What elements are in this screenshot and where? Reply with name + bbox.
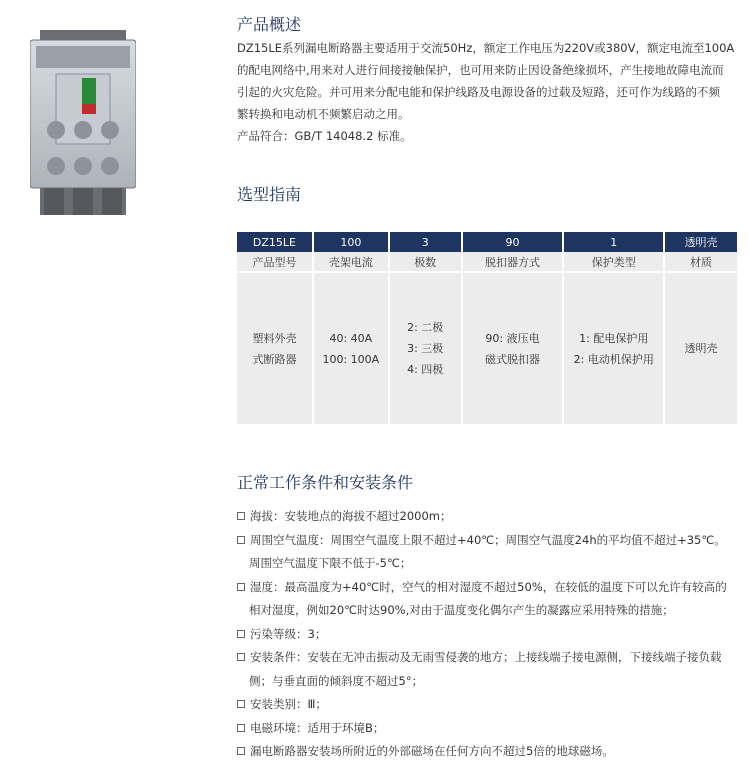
checkbox-bullet-icon <box>237 583 245 591</box>
item-text: 安装类别：Ⅲ； <box>250 697 327 711</box>
label-cell: 保护类型 <box>563 252 664 272</box>
body-cell-frame <box>313 272 389 424</box>
overview-line: 的配电网络中,用来对人进行间接接触保护，也可用来防止因设备绝缘损坏，产生接地故障电流而 <box>237 63 724 77</box>
header-cell-protection: 1 <box>563 232 664 252</box>
header-cell-frame: 100 <box>313 232 389 252</box>
cell-line: 3: 三极 <box>407 342 444 355</box>
label-cell: 壳架电流 <box>313 252 389 272</box>
cell-line: 式断路器 <box>252 352 297 366</box>
list-item-continuation: 相对湿度，例如20℃时达90%,对由于温度变化偶尔产生的凝露应采用特殊的措施； <box>249 603 674 617</box>
item-text: 安装条件：安装在无冲击振动及无雨雪侵袭的地方；上接线端子接电源侧，下接线端子接负载 <box>250 650 722 664</box>
guide-title: 选型指南 <box>237 185 302 204</box>
header-cell-material: 透明壳 <box>664 232 738 252</box>
body-cell-protection <box>563 272 664 424</box>
checkbox-bullet-icon <box>237 724 245 732</box>
list-item <box>237 529 747 553</box>
list-item <box>237 740 747 764</box>
list-item <box>237 623 747 647</box>
item-text: 电磁环境：适用于环境B； <box>250 720 385 735</box>
checkbox-bullet-icon <box>237 630 245 638</box>
item-text: 污染等级：3； <box>250 626 327 641</box>
list-item <box>237 693 747 717</box>
list-item-continuation: 侧；与垂直面的倾斜度不超过5°； <box>249 673 424 688</box>
overview-standard: 产品符合：GB/T 14048.2 标准。 <box>237 129 412 143</box>
item-text: 漏电断路器安装场所附近的外部磁场在任何方向不超过5倍的地球磁场。 <box>250 744 614 758</box>
table-body-row <box>237 272 738 424</box>
cell-line: 90: 液压电 <box>485 331 540 345</box>
cell-line: 4: 四极 <box>407 363 444 376</box>
overview-text <box>237 37 742 147</box>
header-cell-trip: 90 <box>462 232 564 252</box>
list-item <box>237 717 747 741</box>
selection-table <box>237 232 739 424</box>
checkbox-bullet-icon <box>237 512 245 520</box>
overview-line: 繁转换和电动机不频繁启动之用。 <box>237 107 410 121</box>
cell-line: 2: 二极 <box>407 321 444 334</box>
list-item <box>237 646 747 670</box>
conditions-title: 正常工作条件和安装条件 <box>237 473 414 492</box>
list-item <box>237 576 747 600</box>
checkbox-bullet-icon <box>237 747 245 755</box>
list-item <box>237 505 747 529</box>
label-cell: 材质 <box>664 252 738 272</box>
checkbox-bullet-icon <box>237 653 245 661</box>
conditions-list <box>237 505 747 764</box>
item-text: 周围空气温度：周围空气温度上限不超过+40℃；周围空气温度24h的平均值不超过+35℃。 <box>250 532 726 547</box>
label-cell: 脱扣器方式 <box>462 252 564 272</box>
table-label-row <box>237 252 738 272</box>
overview-line: 引起的火灾危险。并可用来分配电能和保护线路及电源设备的过载及短路，还可作为线路的不频 <box>237 85 720 99</box>
cell-line: 塑料外壳 <box>252 331 297 345</box>
cell-line: 2: 电动机保护用 <box>573 352 654 366</box>
body-cell-trip <box>462 272 564 424</box>
label-cell: 产品型号 <box>237 252 313 272</box>
table-header-row <box>237 232 738 252</box>
body-cell-poles <box>389 272 462 424</box>
cell-line: 40: 40A <box>329 331 373 345</box>
cell-line: 磁式脱扣器 <box>484 352 540 366</box>
cell-line: 透明壳 <box>684 342 718 355</box>
checkbox-bullet-icon <box>237 700 245 708</box>
overview-title: 产品概述 <box>237 15 302 34</box>
cell-line: 1: 配电保护用 <box>579 331 649 345</box>
product-image <box>30 30 136 215</box>
header-cell-model: DZ15LE <box>237 232 313 252</box>
label-cell: 极数 <box>389 252 462 272</box>
body-cell-material <box>664 272 738 424</box>
body-cell-model <box>237 272 313 424</box>
header-cell-poles: 3 <box>389 232 462 252</box>
cell-line: 100: 100A <box>322 352 380 366</box>
overview-line: DZ15LE系列漏电断路器主要适用于交流50Hz，额定工作电压为220V或380V，额定电流至100A <box>237 41 735 55</box>
list-item-continuation: 周围空气温度下限不低于-5℃； <box>249 556 412 570</box>
checkbox-bullet-icon <box>237 536 245 544</box>
item-text: 湿度：最高温度为+40℃时，空气的相对湿度不超过50%，在较低的温度下可以允许有较高的 <box>250 579 727 594</box>
item-text: 海拔：安装地点的海拔不超过2000m； <box>250 509 452 523</box>
